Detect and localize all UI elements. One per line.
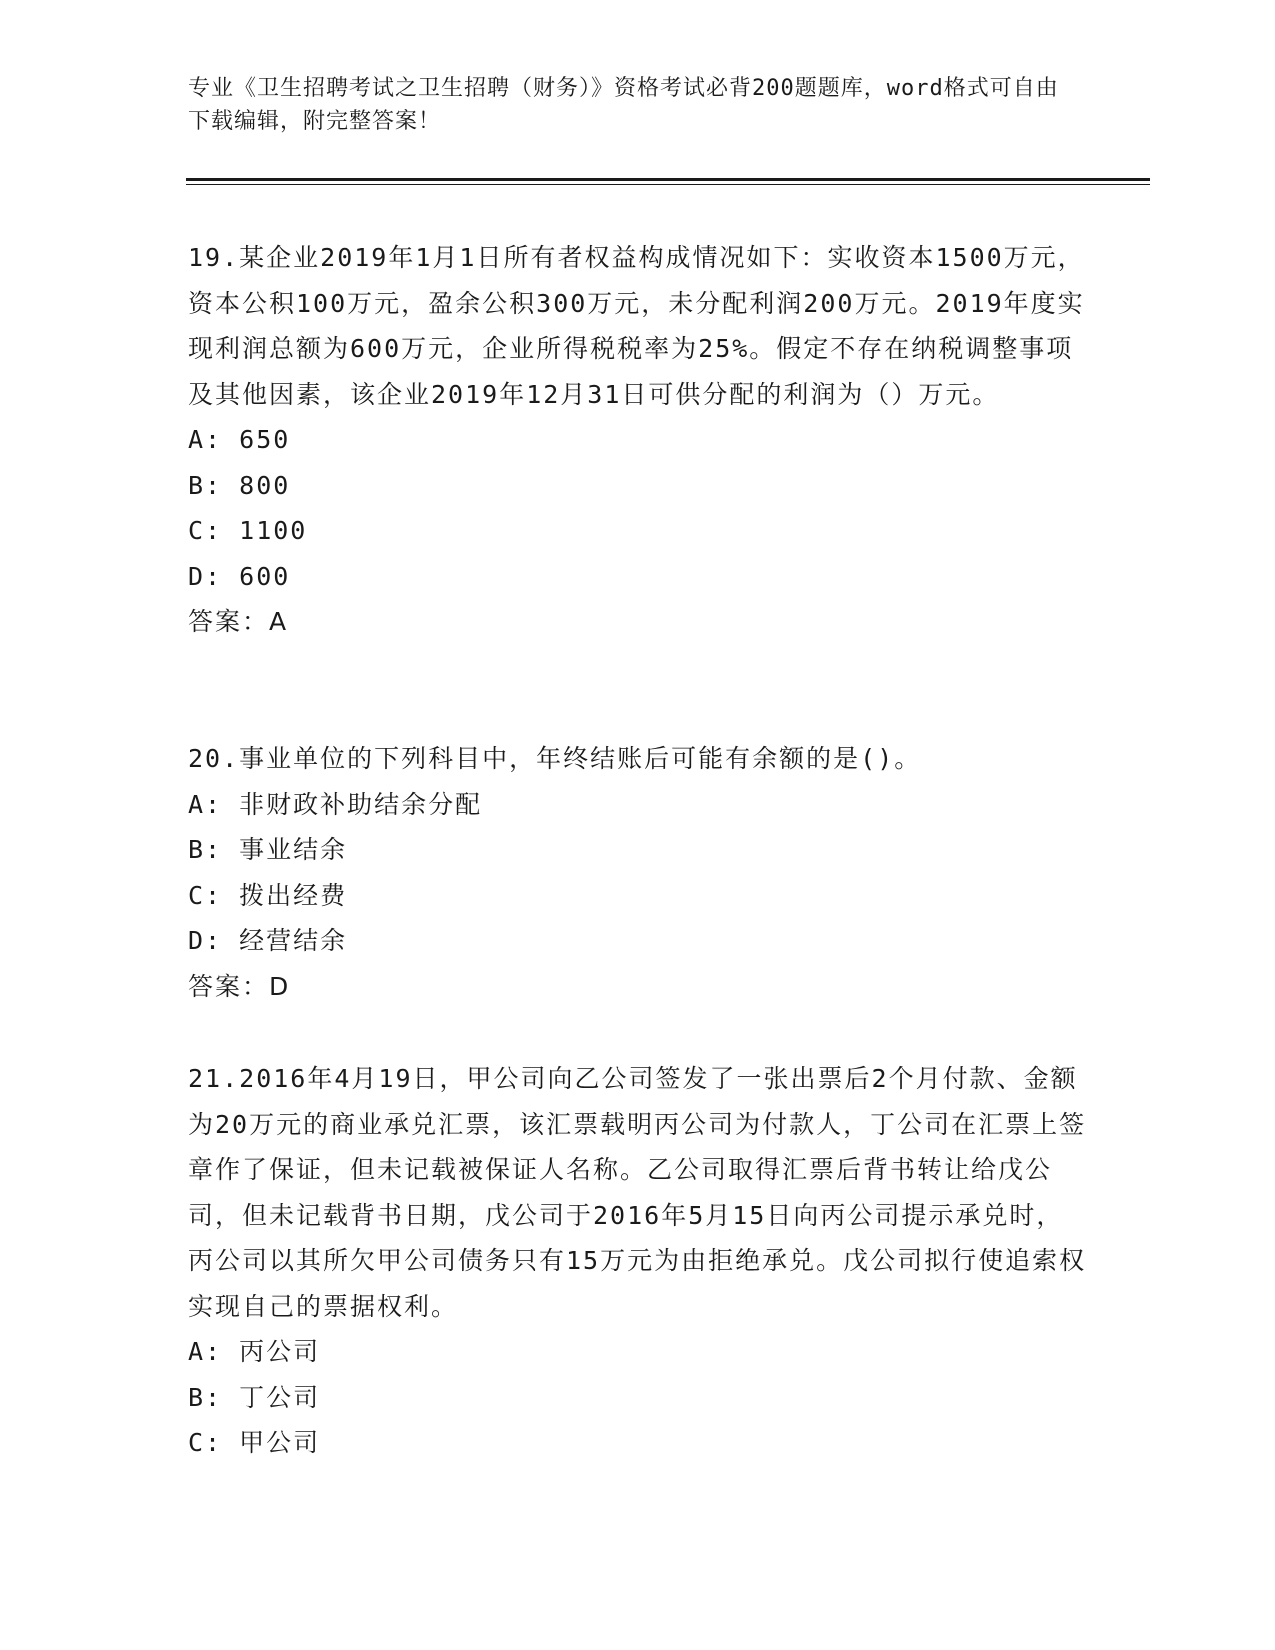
answer-label: 答案：A [188,607,289,636]
option-b: B: 丁公司 [188,1382,321,1412]
option-c: C: 甲公司 [188,1428,321,1457]
option-d: D: 600 [188,561,291,591]
header-divider-thin [186,184,1150,185]
option-a: A: 650 [188,425,291,454]
question-stem: 20.事业单位的下列科目中，年终结账后可能有余额的是()。 [188,744,922,773]
option-b: B: 事业结余 [188,835,348,864]
question-20 [188,736,1088,1009]
option-c: C: 1100 [188,516,308,545]
header-divider-thick [186,178,1150,181]
answer-label: 答案：D [188,971,291,1001]
question-stem: 21.2016年4月19日，甲公司向乙公司签发了一张出票后2个月付款、金额为20万元的商业承兑汇票，该汇票载明丙公司为付款人，丁公司在汇票上签章作了保证，但未记载被保证人名称。乙公司取得汇票后背书转让给戊公司，但未记载背书日期，戊公司于2016年5月15日向丙公司提示承兑时，丙公司以其所欠甲公司债务只有15万元为由拒绝承兑。戊公司拟行使追索权实现自己的票据权利。 [188,1064,1087,1321]
option-a: A: 丙公司 [188,1337,321,1366]
option-a: A: 非财政补助结余分配 [188,789,483,819]
question-stem: 19.某企业2019年1月1日所有者权益构成情况如下：实收资本1500万元，资本公积100万元，盈余公积300万元，未分配利润200万元。2019年度实现利润总额为600万元，企业所得税税率为25%。假定不存在纳税调整事项及其他因素，该企业2019年12月31日可供分配的利润为（）万元。 [188,243,1085,409]
option-d: D: 经营结余 [188,926,348,955]
option-b: B: 800 [188,470,291,500]
question-21 [188,1056,1088,1466]
option-c: C: 拨出经费 [188,880,348,910]
question-19 [188,235,1088,645]
document-header: 专业《卫生招聘考试之卫生招聘（财务）》资格考试必背200题题库，word格式可自由下载编辑，附完整答案！ [188,76,1059,134]
